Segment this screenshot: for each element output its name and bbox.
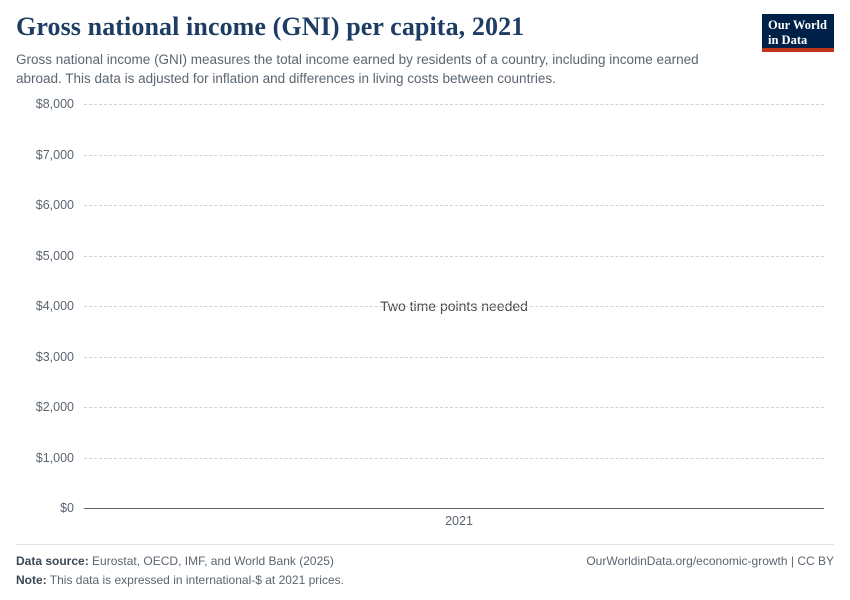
chart-footer bbox=[16, 544, 834, 590]
chart-annotation: Two time points needed bbox=[380, 298, 528, 315]
gridline bbox=[84, 306, 824, 307]
gridline bbox=[84, 407, 824, 408]
y-axis-tick-label: $8,000 bbox=[35, 97, 74, 112]
gridline bbox=[84, 104, 824, 105]
y-axis-tick-label: $6,000 bbox=[35, 198, 74, 213]
y-axis-tick-label: $5,000 bbox=[35, 248, 74, 263]
y-axis-tick-label: $4,000 bbox=[35, 299, 74, 314]
y-axis-tick-label: $0 bbox=[60, 501, 74, 516]
plot-region bbox=[16, 97, 824, 516]
gridline bbox=[84, 357, 824, 358]
page-title: Gross national income (GNI) per capita, 2021 bbox=[16, 12, 525, 41]
chart-subtitle: Gross national income (GNI) measures the total income earned by residents of a country, including income earned abroad. This data is adjusted for inflation and differences in living costs between countries. bbox=[16, 51, 699, 87]
gridline bbox=[84, 155, 824, 156]
y-axis-tick-label: $2,000 bbox=[35, 400, 74, 415]
chart-area bbox=[16, 97, 834, 544]
data-source-value: Eurostat, OECD, IMF, and World Bank (2025) bbox=[92, 553, 334, 568]
owid-logo-line2: in Data bbox=[768, 32, 808, 47]
data-source-label: Data source: bbox=[16, 553, 89, 568]
owid-credit-text: OurWorldinData.org/economic-growth | CC BY bbox=[586, 553, 834, 568]
gridline bbox=[84, 256, 824, 257]
owid-credit[interactable] bbox=[586, 552, 834, 571]
chart-header bbox=[16, 12, 834, 88]
data-source bbox=[16, 552, 586, 571]
chart-note bbox=[16, 571, 834, 590]
chart-note-label: Note: bbox=[16, 573, 47, 588]
axis-baseline bbox=[84, 508, 824, 509]
y-axis-tick-label: $7,000 bbox=[35, 147, 74, 162]
y-axis-tick-label: $3,000 bbox=[35, 349, 74, 364]
gridline bbox=[84, 458, 824, 459]
x-axis bbox=[84, 514, 834, 530]
x-axis-tick-label: 2021 bbox=[445, 513, 473, 528]
y-axis-tick-label: $1,000 bbox=[35, 450, 74, 465]
gridline bbox=[84, 205, 824, 206]
owid-logo-line1: Our World bbox=[768, 18, 827, 32]
owid-logo[interactable] bbox=[762, 14, 834, 52]
chart-note-value: This data is expressed in international-$ at 2021 prices. bbox=[49, 573, 344, 588]
